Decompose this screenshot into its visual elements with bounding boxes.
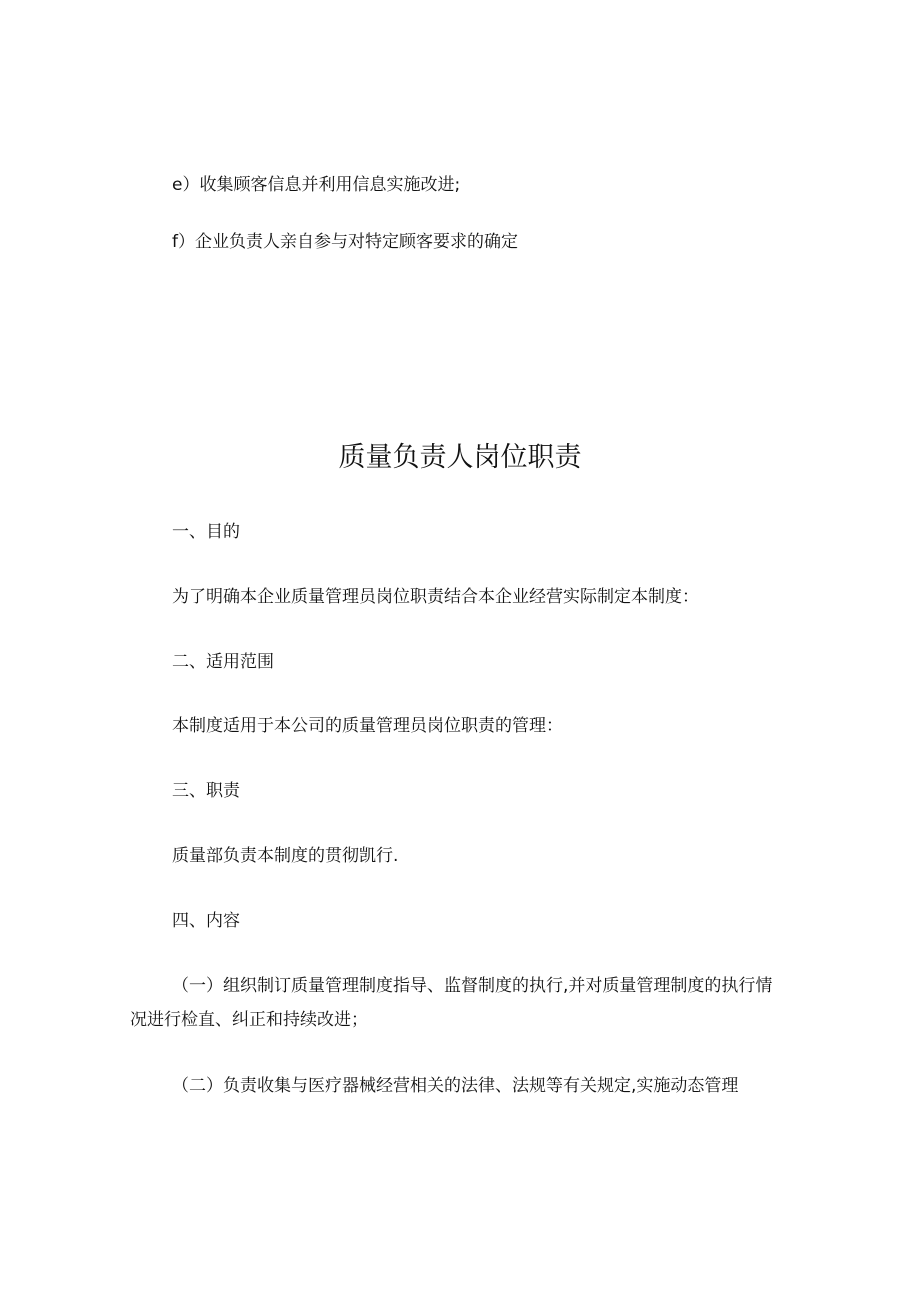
content-item-2-line-1: （二）负责收集与医疗器械经营相关的法律、法规等有关规定,实施动态管理 <box>172 1076 739 1096</box>
section-text-purpose: 为了明确本企业质量管理员岗位职责结合本企业经营实际制定本制度： <box>172 587 699 607</box>
section-heading-scope: 二、适用范围 <box>172 652 274 672</box>
intro-item-f: f）企业负责人亲自参与对特定顾客要求的确定 <box>172 232 518 252</box>
section-heading-content: 四、内容 <box>172 911 240 931</box>
section-text-scope: 本制度适用于本公司的质量管理员岗位职责的管理： <box>172 716 563 736</box>
document-title: 质量负责人岗位职责 <box>338 442 582 473</box>
intro-item-e: e）收集顾客信息并利用信息实施改进; <box>172 175 461 195</box>
section-heading-duty: 三、职责 <box>172 781 240 801</box>
content-item-1-line-1: （一）组织制订质量管理制度指导、监督制度的执行,并对质量管理制度的执行情 <box>172 976 773 996</box>
section-text-duty: 质量部负责本制度的贯彻凯行. <box>172 846 399 866</box>
section-heading-purpose: 一、目的 <box>172 522 240 542</box>
content-item-1-line-2: 况进行检直、纠正和持续改进； <box>130 1010 368 1030</box>
